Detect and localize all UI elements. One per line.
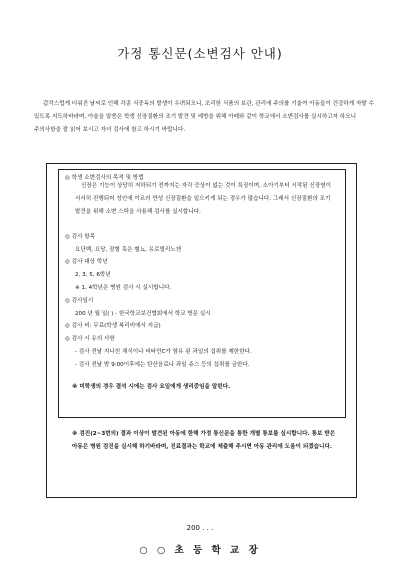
- caution-item-1: - 검사 전날 지나친 채식이나 비타민C가 함유 된 과일의 섭취를 제한한다.: [75, 349, 252, 355]
- items-text: 요단백, 요당, 잠혈 혹은 혈뇨, 유로빌리노겐: [75, 247, 182, 253]
- date-text: 200 년 월 일( ) - 한국학교보건협회에서 학교 방문 실시: [75, 311, 211, 317]
- caution-heading: ◎ 검사 시 유의 사항: [65, 336, 115, 342]
- purpose-text: 신장은 기능이 상당히 저하되기 전까지는 자각 증상이 없는 것이 특징이며, 소아기부터 시작된 신장염이 서서히 진행되어 성인에 이르러 만성 신장질환을 일으키게 되는 경우가 많습니다. 그래서 신장질환의 조기 발견을 위해 소변 스틱을 사용해 검사를 실시합니다.: [75, 183, 332, 215]
- page-title: 가정 통신문(소변검사 안내): [117, 46, 283, 61]
- target-text: 2, 3, 5, 6학년: [75, 272, 111, 278]
- result-note: ※ 검진(2~3번의) 결과 이상이 발견된 아동에 한해 가정 통신문을 통한 개별 통보를 실시합니다. 통보 받은 아동은 병원 검진을 실시해 하기바라며, 진료결과는 학교에 제출해 주시면 아동 관리에 도움이 되겠습니다.: [72, 431, 336, 450]
- purpose-heading: ◎ 학생 소변검사의 목적 및 방법: [65, 175, 144, 181]
- issue-date: 200 . . .: [186, 524, 214, 532]
- cost-heading: ◎ 검사 비: 무료(학생 복리비에서 지급): [65, 323, 161, 329]
- school-principal-signature: ○ ○ 초 등 학 교 장: [139, 545, 261, 556]
- target-heading: ◎ 검사 대상 학년: [65, 259, 108, 265]
- target-note: ※ 1, 4학년은 병원 검사 시 실시합니다.: [75, 285, 172, 291]
- items-heading: ◎ 검사 항목: [65, 234, 96, 240]
- date-heading: ◎ 검사일시: [65, 298, 94, 304]
- caution-item-2: - 검사 전날 밤 9:00이후에는 탄산음료나 과일 쥬스 등의 섭취를 금한다.: [75, 362, 250, 368]
- absent-note: ※ 미학생의 경우 결석 시에는 검사 요일에게 생리중임을 알린다.: [72, 384, 231, 390]
- intro-paragraph: 갑작스럽게 더워진 날씨로 인해 각종 식중독의 발생이 우려되오니, 조리한 식품의 보관, 관리에 주의를 기울여 아동들이 건강하게 자랄 수 있도록 지도하바라며, 아울을 말씀은 학생 신장질환의 조기 발견 및 예방을 위해 아래와 같이 학교에서 소변검사를 실시하고자 하오니 주의사항을 잘 읽어 보시고 자녀 검사에 참고 하시기 바랍니다.: [34, 101, 374, 133]
